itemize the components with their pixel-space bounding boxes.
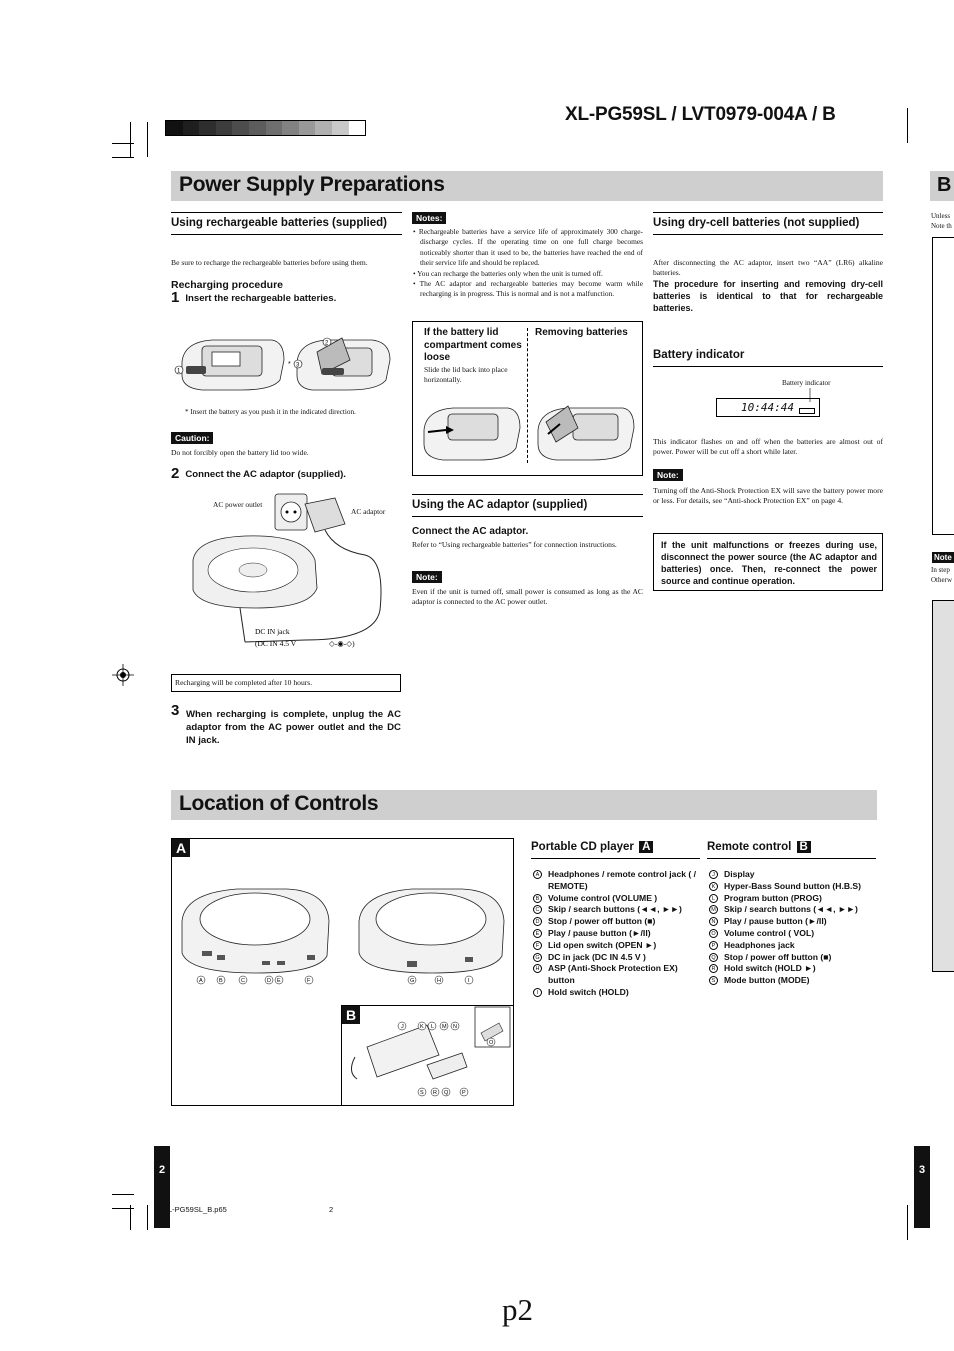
cd-player-heading-text: Portable CD player	[531, 841, 634, 853]
control-letter-marker: F	[533, 941, 542, 950]
control-label: Hold switch (HOLD ►)	[724, 963, 816, 974]
remote-heading-label-b: B	[797, 841, 811, 853]
big-page-label: p2	[502, 1292, 533, 1327]
indicator-pointer	[805, 388, 815, 402]
ac-heading: Using the AC adaptor (supplied)	[412, 494, 643, 517]
dc-jack-label-2: (DC IN 4.5 V	[255, 639, 297, 648]
indicator-heading: Battery indicator	[653, 346, 883, 367]
rechargeable-heading: Using rechargeable batteries (supplied)	[171, 212, 402, 235]
crop-mark	[907, 1205, 908, 1240]
control-label: Lid open switch (OPEN ►)	[548, 939, 657, 950]
step-text: When recharging is complete, unplug the AC adaptor from the AC power outlet and the DC IN jack.	[186, 709, 401, 746]
next-page-fragment: Note th	[931, 222, 952, 230]
control-letter-marker: K	[709, 882, 718, 891]
control-label: Stop / power off button (■)	[724, 951, 832, 962]
indicator-note-text: Turning off the Anti-Shock Protection EX will save the battery power more or less. For details, see “Anti-shock Protection EX” on page 4.	[653, 486, 883, 505]
ac-note-text: Even if the unit is turned off, small power is consumed as long as the AC adaptor is connected to the AC power outlet.	[412, 587, 643, 606]
caution-tag: Caution:	[171, 432, 213, 444]
next-page-fragment: In step	[931, 566, 950, 574]
power-section-bar	[171, 171, 883, 201]
color-swatch	[299, 121, 316, 135]
model-title: XL-PG59SL / LVT0979-004A / B	[565, 104, 836, 125]
svg-text:P: P	[462, 1090, 466, 1096]
control-label: Hold switch (HOLD)	[548, 986, 629, 997]
control-letter-marker: R	[709, 964, 718, 973]
dc-jack-label-1: DC IN jack	[255, 627, 290, 636]
indicator-text: This indicator flashes on and off when the batteries are almost out of power. Power will be cut off a short while later.	[653, 437, 883, 456]
next-page-note-tag: Note	[932, 552, 954, 563]
control-label: Mode button (MODE)	[724, 975, 810, 986]
control-label: Stop / power off button (■)	[548, 916, 656, 927]
svg-text:3: 3	[296, 362, 300, 369]
color-swatch	[249, 121, 266, 135]
recharge-time-text: Recharging will be completed after 10 hours.	[175, 678, 313, 687]
note-item: • You can recharge the batteries only when the unit is turned off.	[413, 268, 603, 278]
control-label: Headphones / remote control jack ( / REMOTE)	[548, 869, 697, 891]
control-list-item	[707, 963, 877, 975]
step-number: 1	[171, 289, 180, 306]
crop-mark	[112, 1194, 134, 1195]
color-swatch	[332, 121, 349, 135]
control-letter-marker: I	[533, 988, 542, 997]
control-letter-marker: N	[709, 917, 718, 926]
control-list-item	[707, 928, 877, 940]
svg-text:*: *	[288, 361, 291, 368]
ac-connect: Connect the AC adaptor.	[412, 526, 529, 537]
step-text: Connect the AC adaptor (supplied).	[185, 469, 346, 480]
control-letter-marker: E	[533, 929, 542, 938]
svg-text:1: 1	[177, 368, 181, 375]
step-2	[171, 465, 346, 482]
remove-title: Removing batteries	[535, 327, 628, 338]
color-swatch	[266, 121, 283, 135]
svg-text:R: R	[433, 1090, 437, 1096]
cd-player-illustrations	[177, 881, 510, 991]
next-page-bar: B	[930, 171, 954, 201]
color-swatch	[199, 121, 216, 135]
control-list-item	[707, 881, 877, 893]
control-label: Skip / search buttons (◄◄, ►►)	[724, 904, 858, 915]
control-letter-marker: C	[533, 905, 542, 914]
cd-heading-label-a: A	[639, 841, 653, 853]
recharge-time-box	[171, 674, 401, 692]
svg-text:A: A	[199, 978, 203, 984]
malfunction-box	[653, 533, 883, 591]
controls-section-title: Location of Controls	[179, 792, 379, 815]
control-letter-marker: L	[709, 894, 718, 903]
indicator-label: Battery indicator	[782, 379, 831, 387]
remote-heading	[707, 838, 876, 859]
control-list-item	[531, 893, 701, 905]
page-tab-right: 3	[914, 1146, 930, 1228]
control-letter-marker: H	[533, 964, 542, 973]
registration-mark	[112, 664, 134, 686]
note-item: • Rechargeable batteries have a service life of approximately 300 charge-discharge cycles. If the operating time on one full charge becomes noticeably shorter than it used to be, the batteries have reached the end of their service life and should be replaced.	[413, 227, 643, 268]
color-calibration-strip	[165, 120, 366, 136]
power-section-title: Power Supply Preparations	[179, 173, 445, 196]
svg-text:J: J	[401, 1024, 404, 1030]
svg-text:2: 2	[325, 340, 329, 347]
control-label: Program button (PROG)	[724, 892, 822, 903]
control-list-item	[531, 904, 701, 916]
battery-icon	[799, 408, 815, 414]
control-label: DC in jack (DC IN 4.5 V )	[548, 951, 646, 962]
control-label: Display	[724, 869, 755, 879]
battery-footnote: * Insert the battery as you push it in the indicated direction.	[185, 408, 356, 416]
control-list-item	[531, 987, 701, 999]
lcd-readout: 10:44:44	[741, 401, 794, 414]
control-list-item	[531, 952, 701, 964]
svg-text:B: B	[219, 978, 223, 984]
control-list-item	[531, 916, 701, 928]
malfunction-text: If the unit malfunctions or freezes during use, disconnect the power source (the AC adaptor and batteries) once. Then, re-connect the power source and continue operation.	[661, 540, 877, 586]
control-label: Play / pause button (►/II)	[724, 916, 827, 927]
drycell-text: After disconnecting the AC adaptor, insert two “AA” (LR6) alkaline batteries.	[653, 258, 883, 277]
control-letter-marker: Q	[709, 953, 718, 962]
color-swatch	[166, 121, 183, 135]
remote-illustration	[347, 1017, 512, 1102]
rechargeable-intro: Be sure to recharge the rechargeable batteries before using them.	[171, 258, 368, 267]
cd-controls-list	[531, 869, 701, 999]
figure-label-a: A	[172, 839, 190, 857]
control-letter-marker: G	[533, 953, 542, 962]
step-number: 3	[171, 702, 180, 719]
notes-tag: Notes:	[412, 212, 446, 224]
control-list-item	[707, 869, 877, 881]
control-letter-marker: O	[709, 929, 718, 938]
crop-mark	[130, 122, 131, 157]
next-page-fragment: Unless	[931, 212, 951, 220]
file-page: 2	[329, 1205, 334, 1214]
ac-refer: Refer to “Using rechargeable batteries” for connection instructions.	[412, 540, 617, 549]
control-list-item	[707, 916, 877, 928]
lid-title: If the battery lid compartment comes loose	[424, 327, 522, 363]
next-page-table	[932, 600, 954, 972]
color-swatch	[232, 121, 249, 135]
control-letter-marker: M	[709, 905, 718, 914]
control-list-item	[531, 928, 701, 940]
next-page-fragment: Otherw	[931, 576, 952, 584]
control-letter-marker: J	[709, 870, 718, 879]
step-number: 2	[171, 465, 180, 482]
notes-list	[412, 227, 643, 300]
next-page-box	[932, 237, 954, 535]
control-list-item	[707, 893, 877, 905]
ac-note-tag: Note:	[412, 571, 442, 583]
control-label: Play / pause button (►/II)	[548, 927, 651, 938]
cd-player-heading	[531, 838, 700, 859]
crop-mark	[147, 122, 148, 157]
control-label: Hyper-Bass Sound button (H.B.S)	[724, 880, 862, 891]
svg-text:H: H	[437, 978, 441, 984]
control-letter-marker: A	[533, 870, 542, 879]
crop-mark	[907, 108, 908, 143]
control-letter-marker: B	[533, 894, 542, 903]
page-tab-left: 2	[154, 1146, 170, 1228]
drycell-heading: Using dry-cell batteries (not supplied)	[653, 212, 883, 235]
svg-text:K: K	[420, 1024, 424, 1030]
crop-mark	[112, 143, 134, 144]
battery-lid-box	[412, 321, 643, 476]
svg-text:O: O	[489, 1040, 494, 1046]
color-swatch	[183, 121, 200, 135]
crop-mark	[112, 1208, 134, 1209]
battery-insert-illustration	[172, 330, 400, 400]
svg-text:S: S	[420, 1090, 424, 1096]
svg-text:M: M	[442, 1024, 447, 1030]
drycell-bold: The procedure for inserting and removing dry-cell batteries is identical to that for rechargeable batteries.	[653, 279, 883, 313]
control-letter-marker: P	[709, 941, 718, 950]
controls-figure-box	[171, 838, 514, 1106]
control-letter-marker: D	[533, 917, 542, 926]
svg-text:E: E	[277, 978, 281, 984]
control-letter-marker: S	[709, 976, 718, 985]
control-label: Volume control (VOLUME )	[548, 892, 658, 903]
caution-text: Do not forcibly open the battery lid too wide.	[171, 448, 309, 457]
remote-controls-list	[707, 869, 877, 987]
lid-illustrations	[418, 402, 638, 467]
control-list-item	[531, 963, 701, 987]
color-swatch	[315, 121, 332, 135]
svg-text:N: N	[453, 1024, 457, 1030]
dc-polarity-symbol: ◇-◉-◇)	[329, 639, 355, 648]
step-1	[171, 289, 337, 306]
ac-adaptor-label: AC adaptor	[351, 507, 386, 516]
crop-mark	[112, 157, 134, 158]
svg-text:Q: Q	[444, 1090, 449, 1096]
step-text: Insert the rechargeable batteries.	[185, 293, 337, 304]
controls-section-bar	[171, 790, 877, 820]
control-list-item	[707, 940, 877, 952]
control-list-item	[707, 952, 877, 964]
color-swatch	[216, 121, 233, 135]
control-list-item	[707, 904, 877, 916]
crop-mark	[147, 1205, 148, 1230]
control-list-item	[531, 869, 701, 893]
procedure-label: Recharging procedure	[171, 279, 284, 291]
file-name: XL-PG59SL_B.p65	[163, 1205, 227, 1214]
remote-heading-text: Remote control	[707, 841, 792, 853]
control-list-item	[707, 975, 877, 987]
svg-text:L: L	[431, 1024, 435, 1030]
svg-text:I: I	[468, 978, 470, 984]
color-swatch	[282, 121, 299, 135]
step-3	[171, 702, 401, 747]
svg-text:D: D	[267, 978, 271, 984]
svg-text:C: C	[241, 978, 245, 984]
control-label: ASP (Anti-Shock Protection EX) button	[548, 963, 678, 986]
color-swatch	[349, 121, 366, 135]
ac-outlet-label: AC power outlet	[213, 500, 263, 509]
indicator-note-tag: Note:	[653, 469, 683, 481]
note-item: • The AC adaptor and rechargeable batteries may become warm while recharging is in progress. This is normal and is not a malfunction.	[413, 279, 643, 299]
control-label: Headphones jack	[724, 939, 795, 950]
control-label: Volume control ( VOL)	[724, 927, 815, 938]
svg-text:F: F	[307, 978, 311, 984]
control-label: Skip / search buttons (◄◄, ►►)	[548, 904, 682, 915]
svg-text:G: G	[410, 978, 415, 984]
control-list-item	[531, 940, 701, 952]
lid-text: Slide the lid back into place horizontally.	[424, 365, 508, 384]
figure-label-b: B	[342, 1006, 360, 1024]
